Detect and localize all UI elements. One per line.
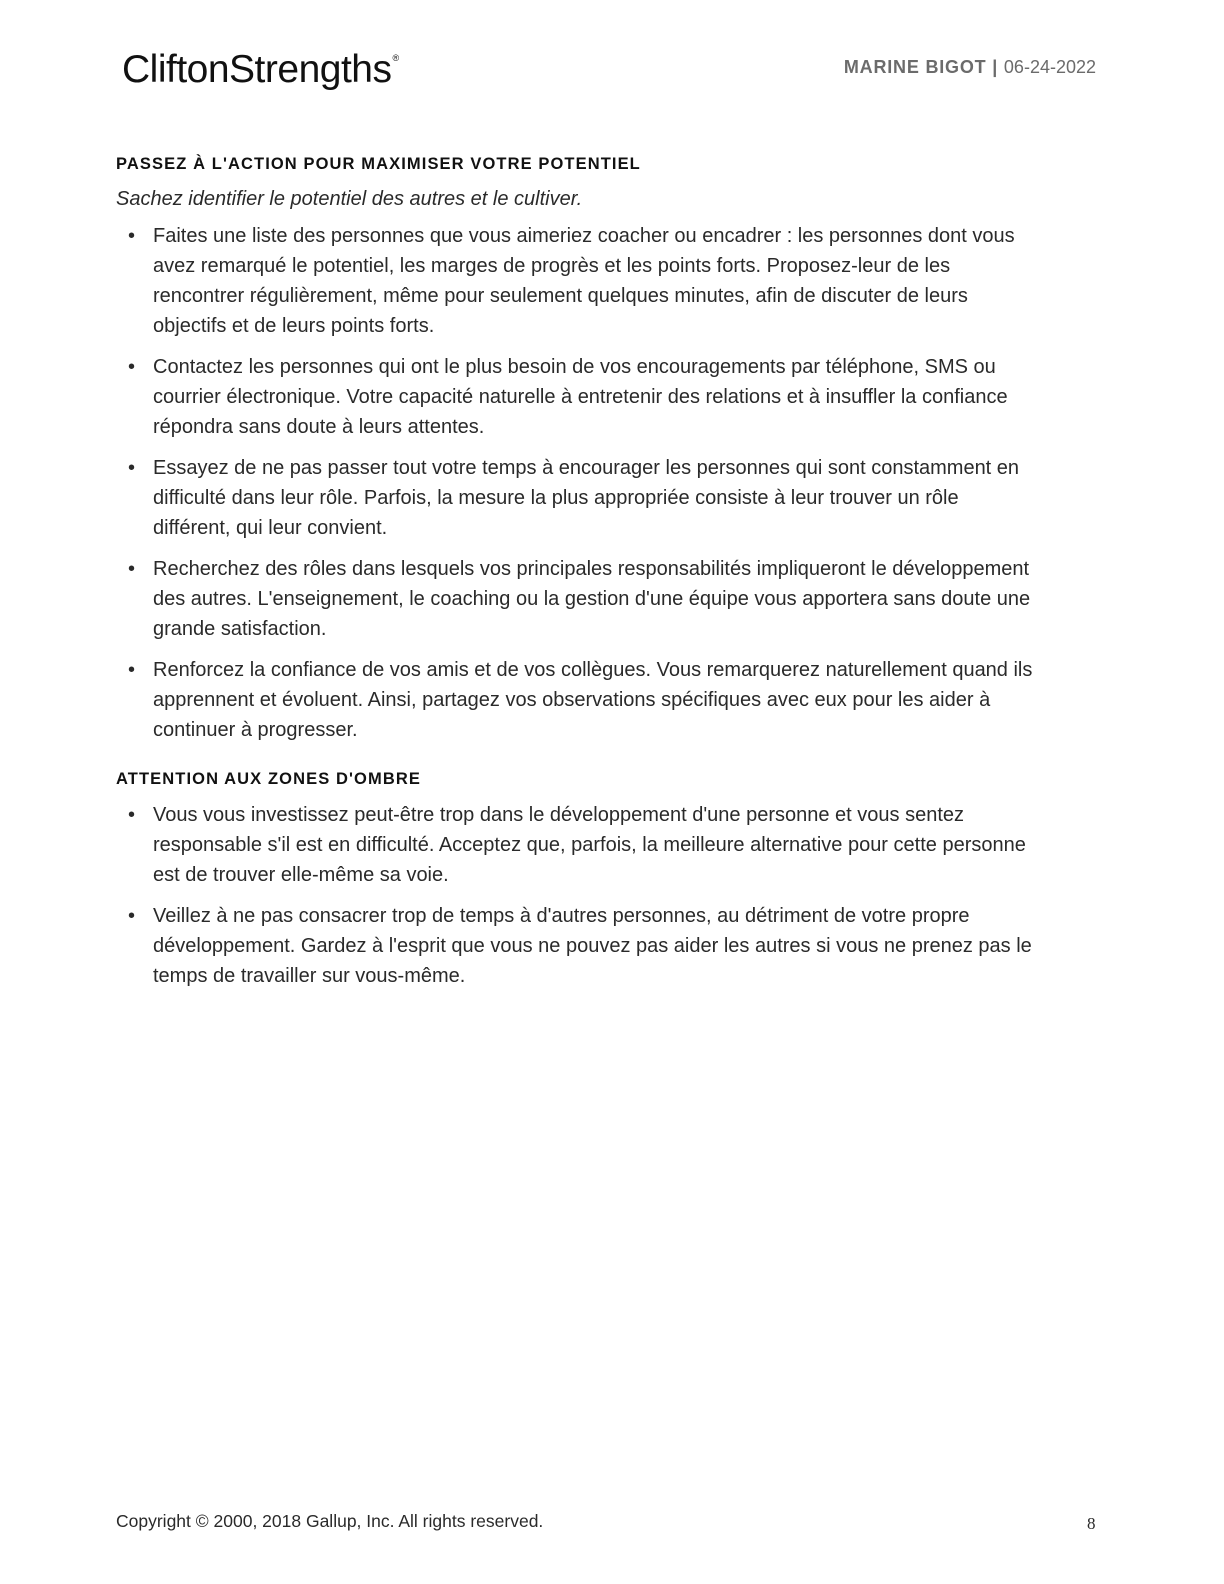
list-item-text: Vous vous investissez peut-être trop dans le développement d'une personne et vous sentez responsable s'il est en difficulté. Acceptez que, parfois, la meilleure alternative pour cette personne est de trouver elle-même sa voie. [153, 804, 1026, 886]
blind-spots-list [116, 800, 1036, 991]
blind-spots-section [116, 768, 1036, 991]
bullet-icon: • [128, 558, 136, 580]
section-title: PASSEZ À L'ACTION POUR MAXIMISER VOTRE POTENTIEL [116, 155, 641, 173]
bullet-icon: • [128, 225, 136, 247]
section-intro: Sachez identifier le potentiel des autres et le cultiver. [116, 188, 583, 210]
report-date: 06-24-2022 [1003, 57, 1096, 77]
list-item [116, 352, 1036, 442]
action-list [116, 221, 1036, 745]
list-item-text: Veillez à ne pas consacrer trop de temps à d'autres personnes, au détriment de votre propre développement. Gardez à l'esprit que vous ne pouvez pas aider les autres si vous ne prenez pas le temps de travailler sur vous-même. [153, 905, 1032, 987]
section-title: ATTENTION AUX ZONES D'OMBRE [116, 770, 421, 788]
list-item [116, 453, 1036, 543]
user-name: MARINE BIGOT [843, 57, 987, 77]
bullet-icon: • [128, 659, 136, 681]
logo-text: CliftonStrengths [122, 48, 392, 91]
list-item [116, 554, 1036, 644]
list-item-text: Contactez les personnes qui ont le plus besoin de vos encouragements par téléphone, SMS ou courrier électronique. Votre capacité naturelle à entretenir des relations et à insuffler la confiance répondra sans doute à leurs attentes. [153, 356, 1008, 438]
page-content [116, 153, 1036, 1002]
bullet-icon: • [128, 356, 136, 378]
action-section [116, 153, 1036, 745]
list-item-text: Renforcez la confiance de vos amis et de vos collègues. Vous remarquerez naturellement quand ils apprennent et évoluent. Ainsi, partagez vos observations spécifiques avec eux pour les aider à continuer à progresser. [153, 659, 1033, 741]
list-item-text: Essayez de ne pas passer tout votre temps à encourager les personnes qui sont constamment en difficulté dans leur rôle. Parfois, la mesure la plus appropriée consiste à leur trouver un rôle différent, qui leur convient. [153, 457, 1020, 539]
page-number: 8 [1087, 1514, 1096, 1533]
cliftonstrengths-logo [122, 50, 399, 89]
meta-separator: | [986, 57, 1004, 77]
list-item [116, 901, 1036, 991]
list-item [116, 221, 1036, 341]
bullet-icon: • [128, 905, 136, 927]
report-meta [844, 58, 1096, 76]
registered-mark: ® [392, 53, 399, 63]
list-item-text: Recherchez des rôles dans lesquels vos principales responsabilités impliqueront le développement des autres. L'enseignement, le coaching ou la gestion d'une équipe vous apportera sans doute une grande satisfaction. [153, 558, 1031, 640]
copyright-text: Copyright © 2000, 2018 Gallup, Inc. All rights reserved. [116, 1511, 544, 1531]
list-item [116, 800, 1036, 890]
bullet-icon: • [128, 804, 136, 826]
list-item [116, 655, 1036, 745]
bullet-icon: • [128, 457, 136, 479]
list-item-text: Faites une liste des personnes que vous aimeriez coacher ou encadrer : les personnes dont vous avez remarqué le potentiel, les marges de progrès et les points forts. Proposez-leur de les rencontrer régulièrement, même pour seulement quelques minutes, afin de discuter de leurs objectifs et de leurs points forts. [153, 225, 1015, 337]
